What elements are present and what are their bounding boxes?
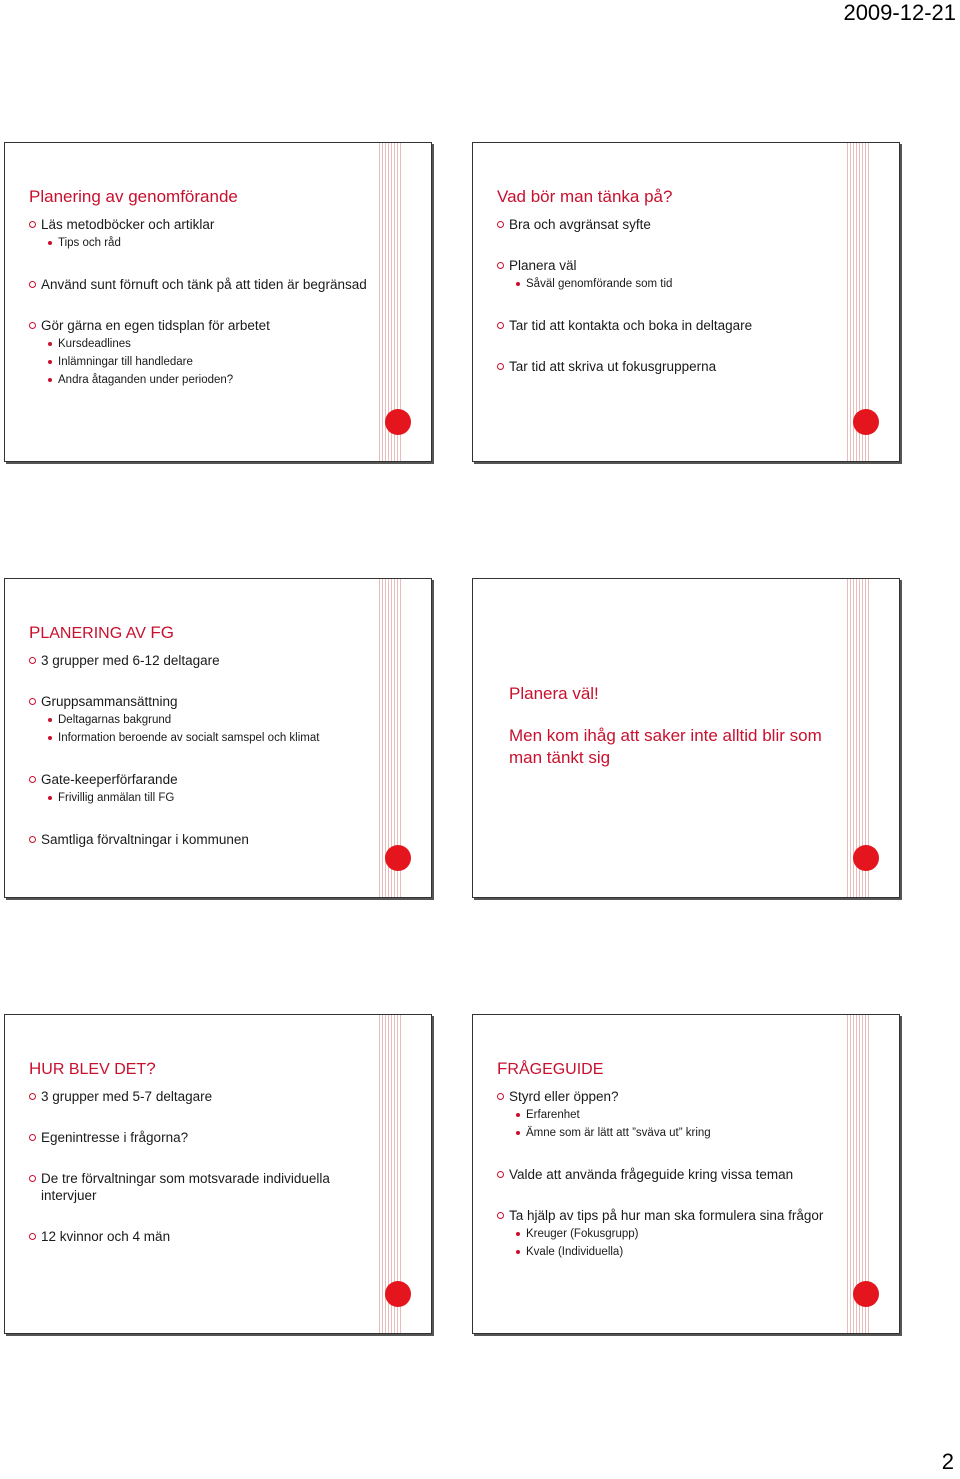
slide-3 — [4, 578, 432, 898]
slide-title: Vad bör man tänka på? — [497, 187, 673, 206]
slide-5 — [4, 1014, 432, 1334]
bullet-item: Tar tid att kontakta och boka in deltagare — [497, 317, 835, 334]
slide-4 — [472, 578, 900, 898]
slide-title — [497, 1059, 835, 1079]
title-smallcaps: UR BLEV DET — [41, 1061, 147, 1078]
page-date: 2009-12-21 — [843, 0, 956, 25]
sub-bullet-item: Kreuger (Fokusgrupp) — [497, 1225, 835, 1243]
sub-bullet-item: Kursdeadlines — [29, 335, 367, 353]
slide-dot-icon — [853, 845, 879, 871]
slide-dot-icon — [853, 409, 879, 435]
sub-bullet-item: Såväl genomförande som tid — [497, 275, 835, 293]
bullet-item: De tre förvaltningar som motsvarade individuella intervjuer — [29, 1170, 367, 1204]
bullet-item: 3 grupper med 5-7 deltagare — [29, 1088, 367, 1105]
sub-bullet-item: Andra åtaganden under perioden? — [29, 371, 367, 389]
bullet-item: Gör gärna en egen tidsplan för arbetet — [29, 317, 367, 334]
slide-dot-icon — [385, 1281, 411, 1307]
slide-title — [29, 623, 391, 643]
slide-dot-icon — [385, 845, 411, 871]
slide-line: Men kom ihåg att saker inte alltid blir som man tänkt sig — [509, 726, 822, 767]
page-number: 2 — [941, 1449, 954, 1474]
slide-body-text — [509, 683, 835, 769]
bullet-item: 12 kvinnor och 4 män — [29, 1228, 367, 1245]
slide-6 — [472, 1014, 900, 1334]
bullet-item: Planera väl — [497, 257, 835, 274]
bullet-item: Tar tid att skriva ut fokusgrupperna — [497, 358, 835, 375]
bullet-item: Gruppsammansättning — [29, 693, 391, 710]
title-smallcaps: RÅGEGUIDE — [507, 1061, 604, 1078]
bullet-item: Ta hjälp av tips på hur man ska formulera sina frågor — [497, 1207, 835, 1224]
sub-bullet-item: Kvale (Individuella) — [497, 1243, 835, 1261]
bullet-item: Styrd eller öppen? — [497, 1088, 835, 1105]
bullet-item: 3 grupper med 6-12 deltagare — [29, 652, 391, 669]
slide-title — [29, 1059, 367, 1079]
bullet-item: Använd sunt förnuft och tänk på att tiden är begränsad — [29, 276, 367, 293]
slide-line: Planera väl! — [509, 684, 599, 703]
slide-dot-icon — [853, 1281, 879, 1307]
sub-bullet-item: Erfarenhet — [497, 1106, 835, 1124]
title-initial: P — [29, 623, 41, 642]
slide-title: Planering av genomförande — [29, 187, 238, 206]
sub-bullet-item: Frivillig anmälan till FG — [29, 789, 391, 807]
sub-bullet-item: Inlämningar till handledare — [29, 353, 367, 371]
title-initial: H — [29, 1059, 42, 1078]
slide-1 — [4, 142, 432, 462]
sub-bullet-item: Tips och råd — [29, 234, 367, 252]
title-end: FG — [150, 623, 174, 642]
title-smallcaps: LANERING AV — [40, 625, 151, 642]
bullet-item: Samtliga förvaltningar i kommunen — [29, 831, 391, 848]
sub-bullet-item: Deltagarnas bakgrund — [29, 711, 391, 729]
bullet-item: Egenintresse i frågorna? — [29, 1129, 367, 1146]
slide-dot-icon — [385, 409, 411, 435]
sub-bullet-item: Information beroende av socialt samspel och klimat — [29, 729, 391, 747]
title-initial: F — [497, 1059, 508, 1078]
bullet-item: Valde att använda frågeguide kring vissa teman — [497, 1166, 835, 1183]
title-end: ? — [146, 1059, 156, 1078]
bullet-item: Gate-keeperförfarande — [29, 771, 391, 788]
slide-2 — [472, 142, 900, 462]
bullet-item: Läs metodböcker och artiklar — [29, 216, 367, 233]
bullet-item: Bra och avgränsat syfte — [497, 216, 835, 233]
sub-bullet-item: Ämne som är lätt att ”sväva ut” kring — [497, 1124, 835, 1142]
